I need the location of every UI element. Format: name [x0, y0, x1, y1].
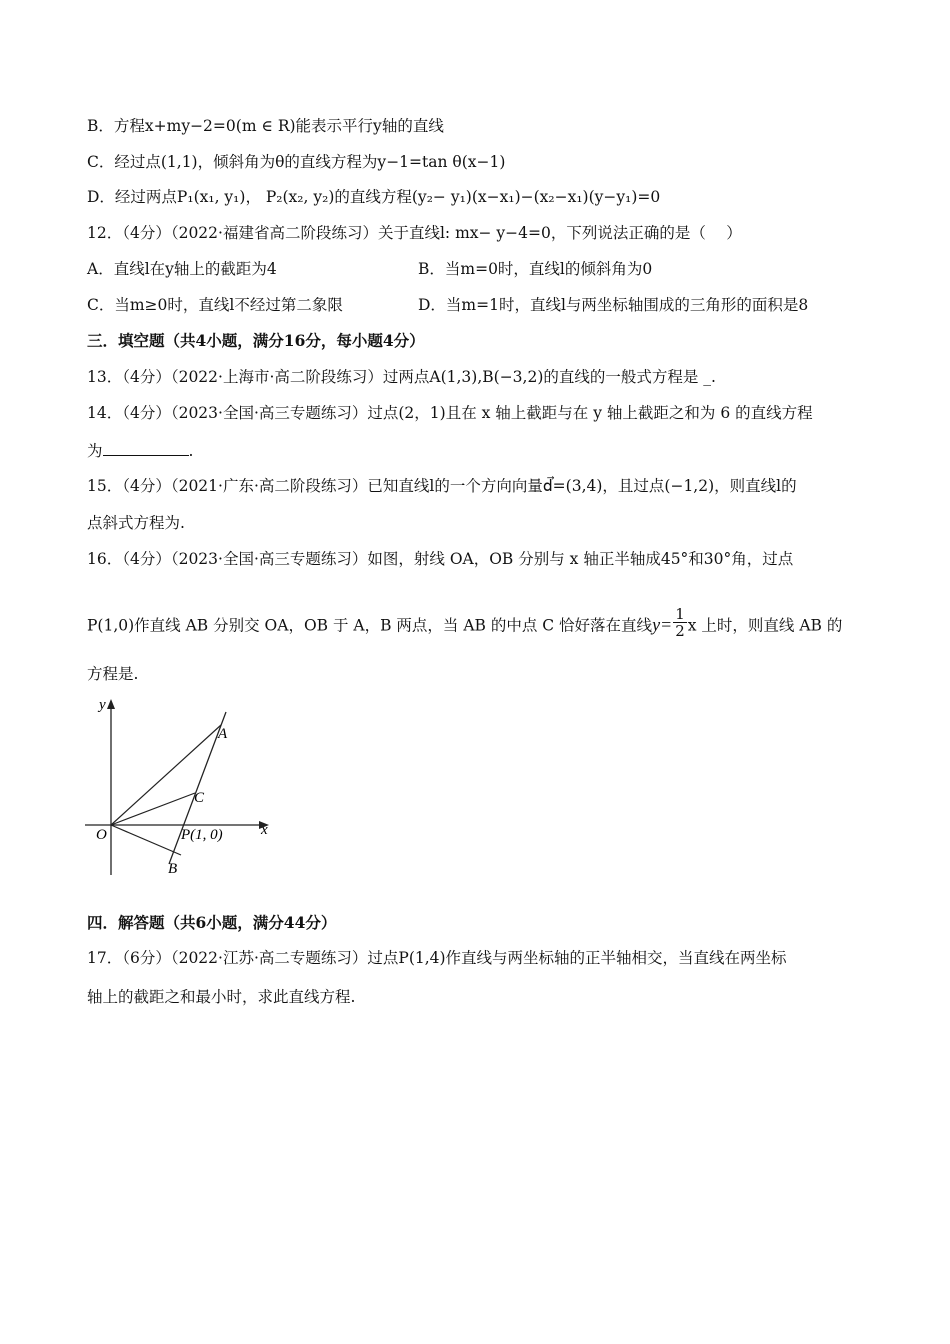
- q16-stem-line2: [87, 605, 843, 643]
- label-y: y: [99, 697, 106, 713]
- q12-option-a: A．直线l在y轴上的截距为4: [87, 260, 277, 278]
- q16-line2-post: x 上时，则直线 AB 的: [687, 616, 843, 635]
- y-axis-arrow: [107, 699, 115, 709]
- label-p: P(1, 0): [181, 827, 223, 843]
- q16-stem-line3: 方程是.: [87, 665, 139, 683]
- q11-option-b: B．方程x+my−2=0(m ∈ R)能表示平行y轴的直线: [87, 117, 444, 135]
- q14-prefix: 为: [87, 442, 103, 460]
- q13-stem: 13．（4分）（2022·上海市·高二阶段练习）过两点A(1,3),B(−3,2)的直线的一般式方程是 _.: [87, 368, 716, 386]
- q16-y-eq: y=: [652, 614, 673, 635]
- q16-fraction-numerator: 1: [675, 605, 685, 623]
- q12-stem: 12．（4分）（2022·福建省高二阶段练习）关于直线l: mx− y−4=0，下列说法正确的是（ ）: [87, 224, 742, 242]
- section-3-heading: 三．填空题（共4小题，满分16分，每小题4分）: [87, 331, 425, 350]
- q17-stem-line1: 17．（6分）（2022·江苏·高二专题练习）过点P(1,4)作直线与两坐标轴的正半轴相交，当直线在两坐标: [87, 949, 787, 967]
- q12-option-b: B．当m=0时，直线l的倾斜角为0: [418, 260, 653, 278]
- line-oc: [111, 793, 195, 825]
- q15-stem-line2: 点斜式方程为.: [87, 514, 185, 532]
- q16-fraction: [673, 606, 687, 639]
- q12-option-d: D．当m=1时，直线l与两坐标轴围成的三角形的面积是8: [418, 296, 809, 314]
- ray-oa: [111, 725, 221, 825]
- q11-option-d: D．经过两点P₁(x₁, y₁)， P₂(x₂, y₂)的直线方程(y₂− y₁)(x−x₁)−(x₂−x₁)(y−y₁)=0: [87, 188, 661, 206]
- q14-suffix: .: [188, 442, 194, 460]
- ray-ob: [111, 825, 181, 855]
- q15-stem-line1: 15．（4分）（2021·广东·高二阶段练习）已知直线l的一个方向向量d⃗=(3,4)，且过点(−1,2)，则直线l的: [87, 477, 797, 495]
- label-b: B: [168, 861, 178, 877]
- q14-stem-line1: 14．（4分）（2023·全国·高三专题练习）过点(2，1)且在 x 轴上截距与在 y 轴上截距之和为 6 的直线方程: [87, 404, 813, 422]
- q12-option-c: C．当m≥0时，直线l不经过第二象限: [87, 296, 343, 314]
- label-x: x: [261, 822, 268, 838]
- q16-line2-pre: P(1,0)作直线 AB 分别交 OA，OB 于 A，B 两点，当 AB 的中点 C 恰好落在直线: [87, 616, 653, 635]
- section-4-heading: 四．解答题（共6小题，满分44分）: [87, 913, 337, 932]
- label-a: A: [218, 726, 228, 742]
- label-c: C: [194, 790, 205, 806]
- answer-blank: [103, 441, 189, 456]
- q11-option-c: C．经过点(1,1)，倾斜角为θ的直线方程为y−1=tan θ(x−1): [87, 153, 506, 171]
- q16-fraction-denominator: 2: [675, 622, 685, 640]
- q16-stem-line1: 16．（4分）（2023·全国·高三专题练习）如图，射线 OA，OB 分别与 x 轴正半轴成45°和30°角，过点: [87, 550, 794, 568]
- label-o: O: [96, 827, 107, 843]
- q17-stem-line2: 轴上的截距之和最小时，求此直线方程.: [87, 988, 356, 1006]
- q16-figure: [85, 693, 285, 883]
- q14-stem-line2: [87, 441, 193, 461]
